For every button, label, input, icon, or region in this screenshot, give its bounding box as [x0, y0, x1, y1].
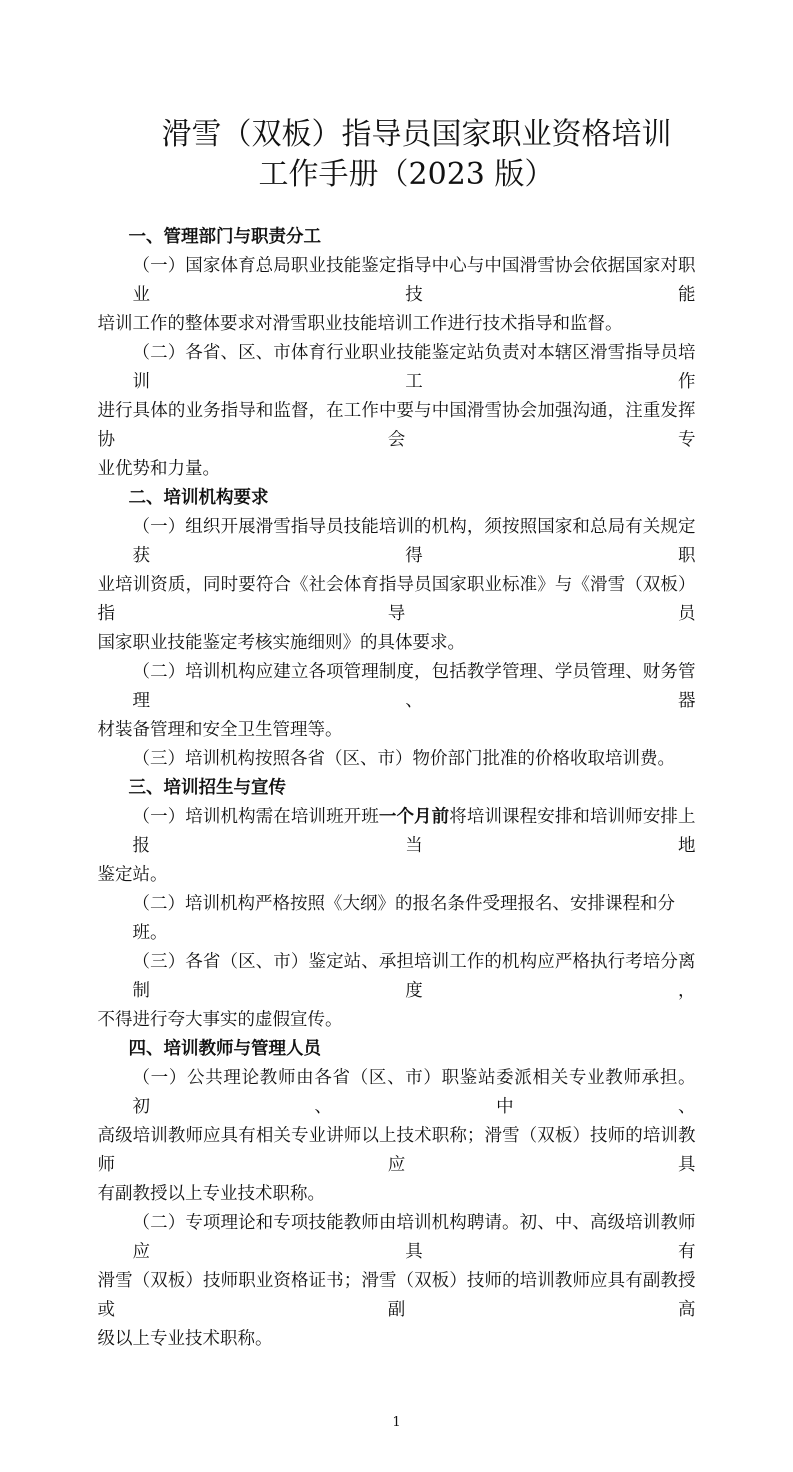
paragraph-line: 材装备管理和安全卫生管理等。: [97, 720, 343, 740]
paragraph-line: 鉴定站。: [97, 865, 168, 885]
paragraph-line: （一）国家体育总局职业技能鉴定指导中心与中国滑雪协会依据国家对职业技能: [132, 256, 696, 305]
paragraph-line: （二）各省、区、市体育行业职业技能鉴定站负责对本辖区滑雪指导员培训工作: [132, 343, 696, 392]
paragraph-line: 滑雪（双板）技师职业资格证书；滑雪（双板）技师的培训教师应具有副教授或副高: [97, 1271, 696, 1320]
paragraph-line: 级以上专业技术职称。: [97, 1329, 273, 1349]
paragraph-line: 培训工作的整体要求对滑雪职业技能培训工作进行技术指导和监督。: [97, 314, 623, 334]
paragraph-text: （一）培训机构需在培训班开班: [132, 807, 379, 827]
paragraph-line: 不得进行夸大事实的虚假宣传。: [97, 1010, 343, 1030]
section-heading: 一、管理部门与职责分工: [128, 227, 321, 247]
document-title-line-1: 滑雪（双板）指导员国家职业资格培训: [161, 117, 672, 152]
section-heading: 二、培训机构要求: [128, 488, 269, 508]
paragraph-line: 业优势和力量。: [97, 459, 220, 479]
paragraph-line: （一）公共理论教师由各省（区、市）职鉴站委派相关专业教师承担。初、中、: [132, 1068, 696, 1117]
section-heading: 四、培训教师与管理人员: [128, 1039, 321, 1059]
paragraph-line: 国家职业技能鉴定考核实施细则》的具体要求。: [97, 633, 465, 653]
paragraph-line: 有副教授以上专业技术职称。: [97, 1184, 325, 1204]
page-number: 1: [392, 1415, 401, 1430]
paragraph-line: （二）培训机构应建立各项管理制度，包括教学管理、学员管理、财务管理、器: [132, 662, 696, 711]
paragraph-line: （三）各省（区、市）鉴定站、承担培训工作的机构应严格执行考培分离制度，: [132, 952, 696, 1001]
emphasis-text: 一个月前: [378, 807, 450, 827]
paragraph-line: （一）组织开展滑雪指导员技能培训的机构，须按照国家和总局有关规定获得职: [132, 517, 696, 566]
document-body: [98, 223, 696, 1354]
paragraph-line: 业培训资质，同时要符合《社会体育指导员国家职业标准》与《滑雪（双板）指导员: [97, 575, 696, 624]
paragraph-text: 将培训课程安排和培训师安排上报当地: [132, 807, 696, 856]
paragraph-line: （二）专项理论和专项技能教师由培训机构聘请。初、中、高级培训教师应具有: [132, 1213, 696, 1262]
section-heading: 三、培训招生与宣传: [128, 778, 286, 798]
paragraph-line: 高级培训教师应具有相关专业讲师以上技术职称；滑雪（双板）技师的培训教师应具: [97, 1126, 696, 1175]
paragraph-line: [98, 803, 696, 861]
paragraph-line: 进行具体的业务指导和监督，在工作中要与中国滑雪协会加强沟通，注重发挥协会专: [97, 401, 696, 450]
paragraph-line: （三）培训机构按照各省（区、市）物价部门批准的价格收取培训费。: [132, 749, 675, 769]
document-title-line-2: 工作手册（2023 版）: [258, 157, 555, 192]
paragraph-line: （二）培训机构严格按照《大纲》的报名条件受理报名、安排课程和分班。: [132, 894, 675, 943]
